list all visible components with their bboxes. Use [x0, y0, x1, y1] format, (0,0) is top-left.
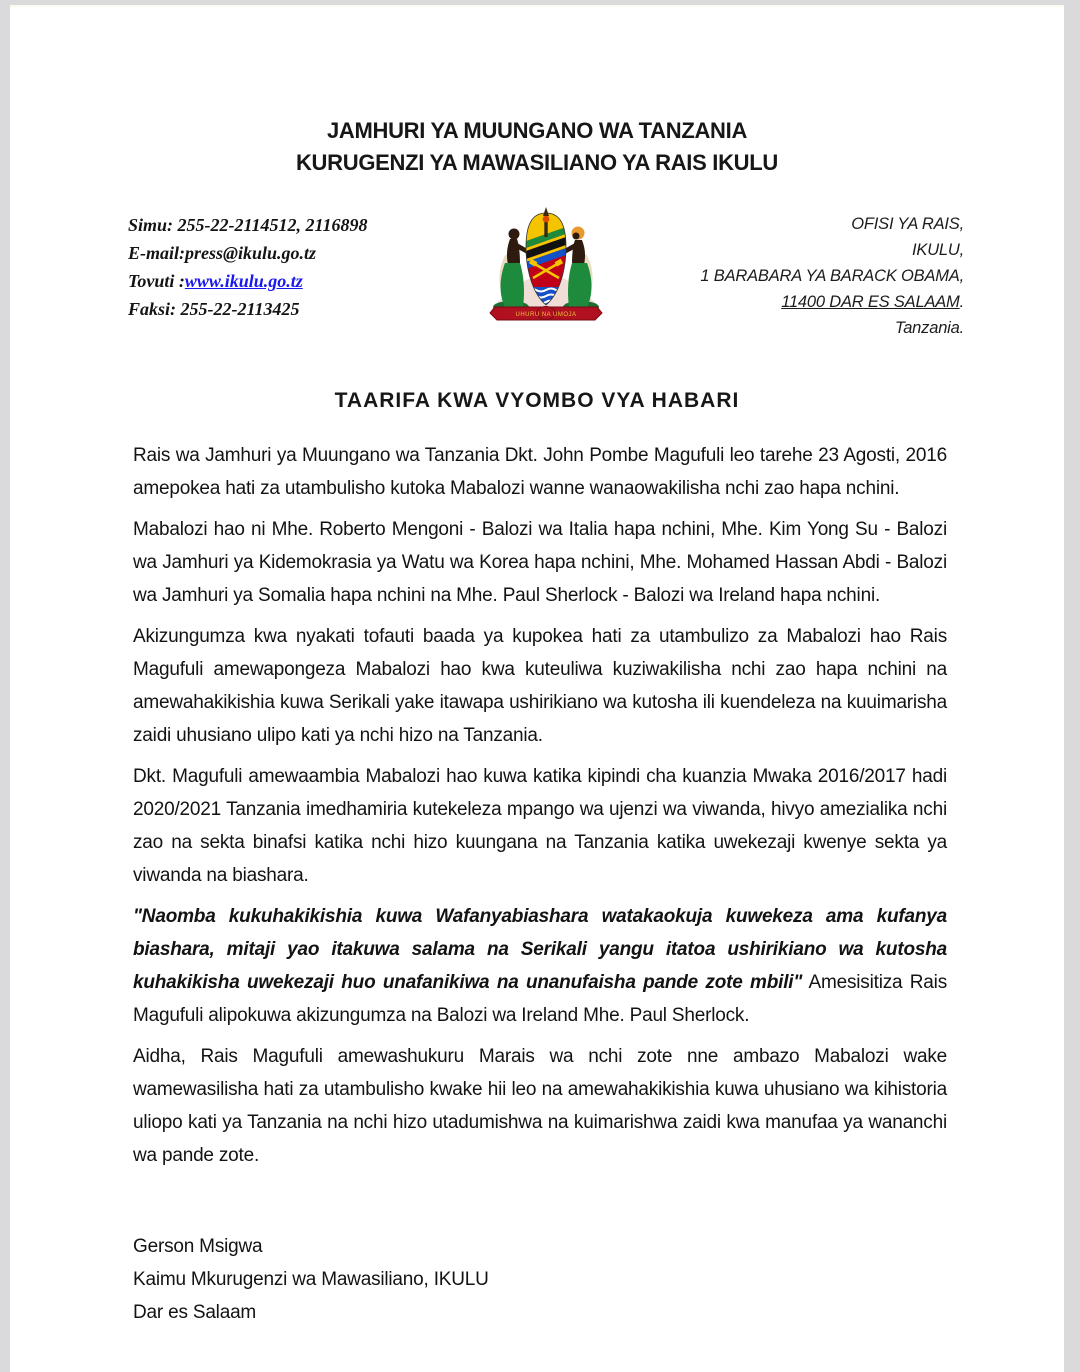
- fax-line: [128, 295, 471, 323]
- signature-block: [133, 1230, 947, 1329]
- motto-text: UHURU NA UMOJA: [515, 312, 577, 318]
- paragraph-1: Rais wa Jamhuri ya Muungano wa Tanzania Dkt. John Pombe Magufuli leo tarehe 23 Agosti, 2016 amepokea hati za utambulisho kutoka Mabalozi wanne wanaowakilisha nchi zao hapa nchini.: [133, 445, 947, 499]
- address-block: [621, 207, 964, 341]
- email-label: E-mail:: [128, 243, 185, 263]
- address-line-5: Tanzania.: [894, 319, 964, 337]
- website-label: Tovuti :: [128, 271, 185, 291]
- postal-city: 11400 DAR ES SALAAM: [781, 293, 960, 311]
- org-directorate-line: KURUGENZI YA MAWASILIANO YA RAIS IKULU: [295, 150, 779, 175]
- motto-banner: [490, 307, 602, 321]
- fax-value: 255-22-2113425: [180, 299, 300, 319]
- website-link[interactable]: www.ikulu.go.tz: [184, 271, 303, 291]
- paragraph-quote: [133, 900, 947, 1032]
- fax-label: Faksi:: [128, 299, 177, 319]
- address-line-3: 1 BARABARA YA BARACK OBAMA,: [700, 267, 964, 285]
- address-line-4: [621, 289, 964, 315]
- email-line: [128, 239, 471, 267]
- quote-text: "Naomba kukuhakikishia kuwa Wafanyabiashara watakaokuja kuwekeza ama kufanya biashara, mitaji yao itakuwa salama na Serikali yangu itatoa ushirikiano wa kutosha kuhakikisha uwekezaji huo unafanikiwa na unanufaisha pande zote mbili": [133, 906, 947, 993]
- postal-city-period: .: [959, 293, 964, 311]
- paragraph-2: Mabalozi hao ni Mhe. Roberto Mengoni - Balozi wa Italia hapa nchini, Mhe. Kim Yong Su - Balozi wa Jamhuri ya Kidemokrasia ya Watu wa Korea hapa nchini, Mhe. Mohamed Hassan Abdi - Balozi wa Jamhuri ya Somalia hapa nchini na Mhe. Paul Sherlock - Balozi wa Ireland hapa nchini.: [133, 519, 947, 606]
- website-line: [128, 267, 471, 295]
- signer-name: Gerson Msigwa: [133, 1236, 263, 1257]
- paragraph-closing: Aidha, Rais Magufuli amewashukuru Marais wa nchi zote nne ambazo Mabalozi wake wamewasilisha hati za utambulisho kwake hii leo na amewahakikishia kuwa uhusiano wa kihistoria uliopo kati ya Tanzania na nchi hizo utadumishwa na kuimarishwa zaidi kwa manufaa ya wananchi wa pande zote.: [133, 1046, 947, 1166]
- quote-attribution: Amesisitiza Rais Magufuli alipokuwa akizungumza na Balozi wa Ireland Mhe. Paul Sherlock.: [133, 972, 947, 1026]
- address-line-2: IKULU,: [912, 241, 964, 259]
- address-line-1: OFISI YA RAIS,: [851, 215, 964, 233]
- signer-title: Kaimu Mkurugenzi wa Mawasiliano, IKULU: [133, 1269, 489, 1290]
- emblem-wrap: [471, 207, 621, 325]
- org-header: [10, 115, 1064, 179]
- spear-tip: [543, 207, 549, 216]
- phone-value: 255-22-2114512, 2116898: [177, 215, 368, 235]
- document-page: [10, 5, 1064, 1372]
- tanzania-coat-of-arms: [483, 207, 609, 325]
- signer-city: Dar es Salaam: [133, 1302, 257, 1323]
- press-release-title: TAARIFA KWA VYOMBO VYA HABARI: [334, 389, 740, 412]
- contact-block: [128, 207, 471, 323]
- paragraph-4: Dkt. Magufuli amewaambia Mabalozi hao kuwa katika kipindi cha kuanzia Mwaka 2016/2017 hadi 2020/2021 Tanzania imedhamiria kutekeleza mpango wa ujenzi wa viwanda, hivyo amezialika nchi zao na sekta binafsi katika nchi hizo kuungana na Tanzania katika uwekezaji kwenye sekta ya viwanda na biashara.: [133, 766, 947, 886]
- phone-line: [128, 211, 471, 239]
- paragraph-3: Akizungumza kwa nyakati tofauti baada ya kupokea hati za utambulizo za Mabalozi hao Rais Magufuli amewapongeza Mabalozi hao kwa kuteuliwa kuziwakilisha nchi zao hapa nchini na amewahakikishia kuwa Serikali yake itawapa ushirikiano wa kutosha ili kuendeleza na kuuimarisha zaidi uhusiano ulipo kati ya nchi hizo na Tanzania.: [133, 626, 947, 746]
- letterhead-row: [128, 207, 964, 341]
- press-release-body: [133, 439, 947, 1172]
- email-value: press@ikulu.go.tz: [185, 243, 317, 263]
- org-name-line: JAMHURI YA MUUNGANO WA TANZANIA: [326, 118, 748, 143]
- phone-label: Simu:: [128, 215, 174, 235]
